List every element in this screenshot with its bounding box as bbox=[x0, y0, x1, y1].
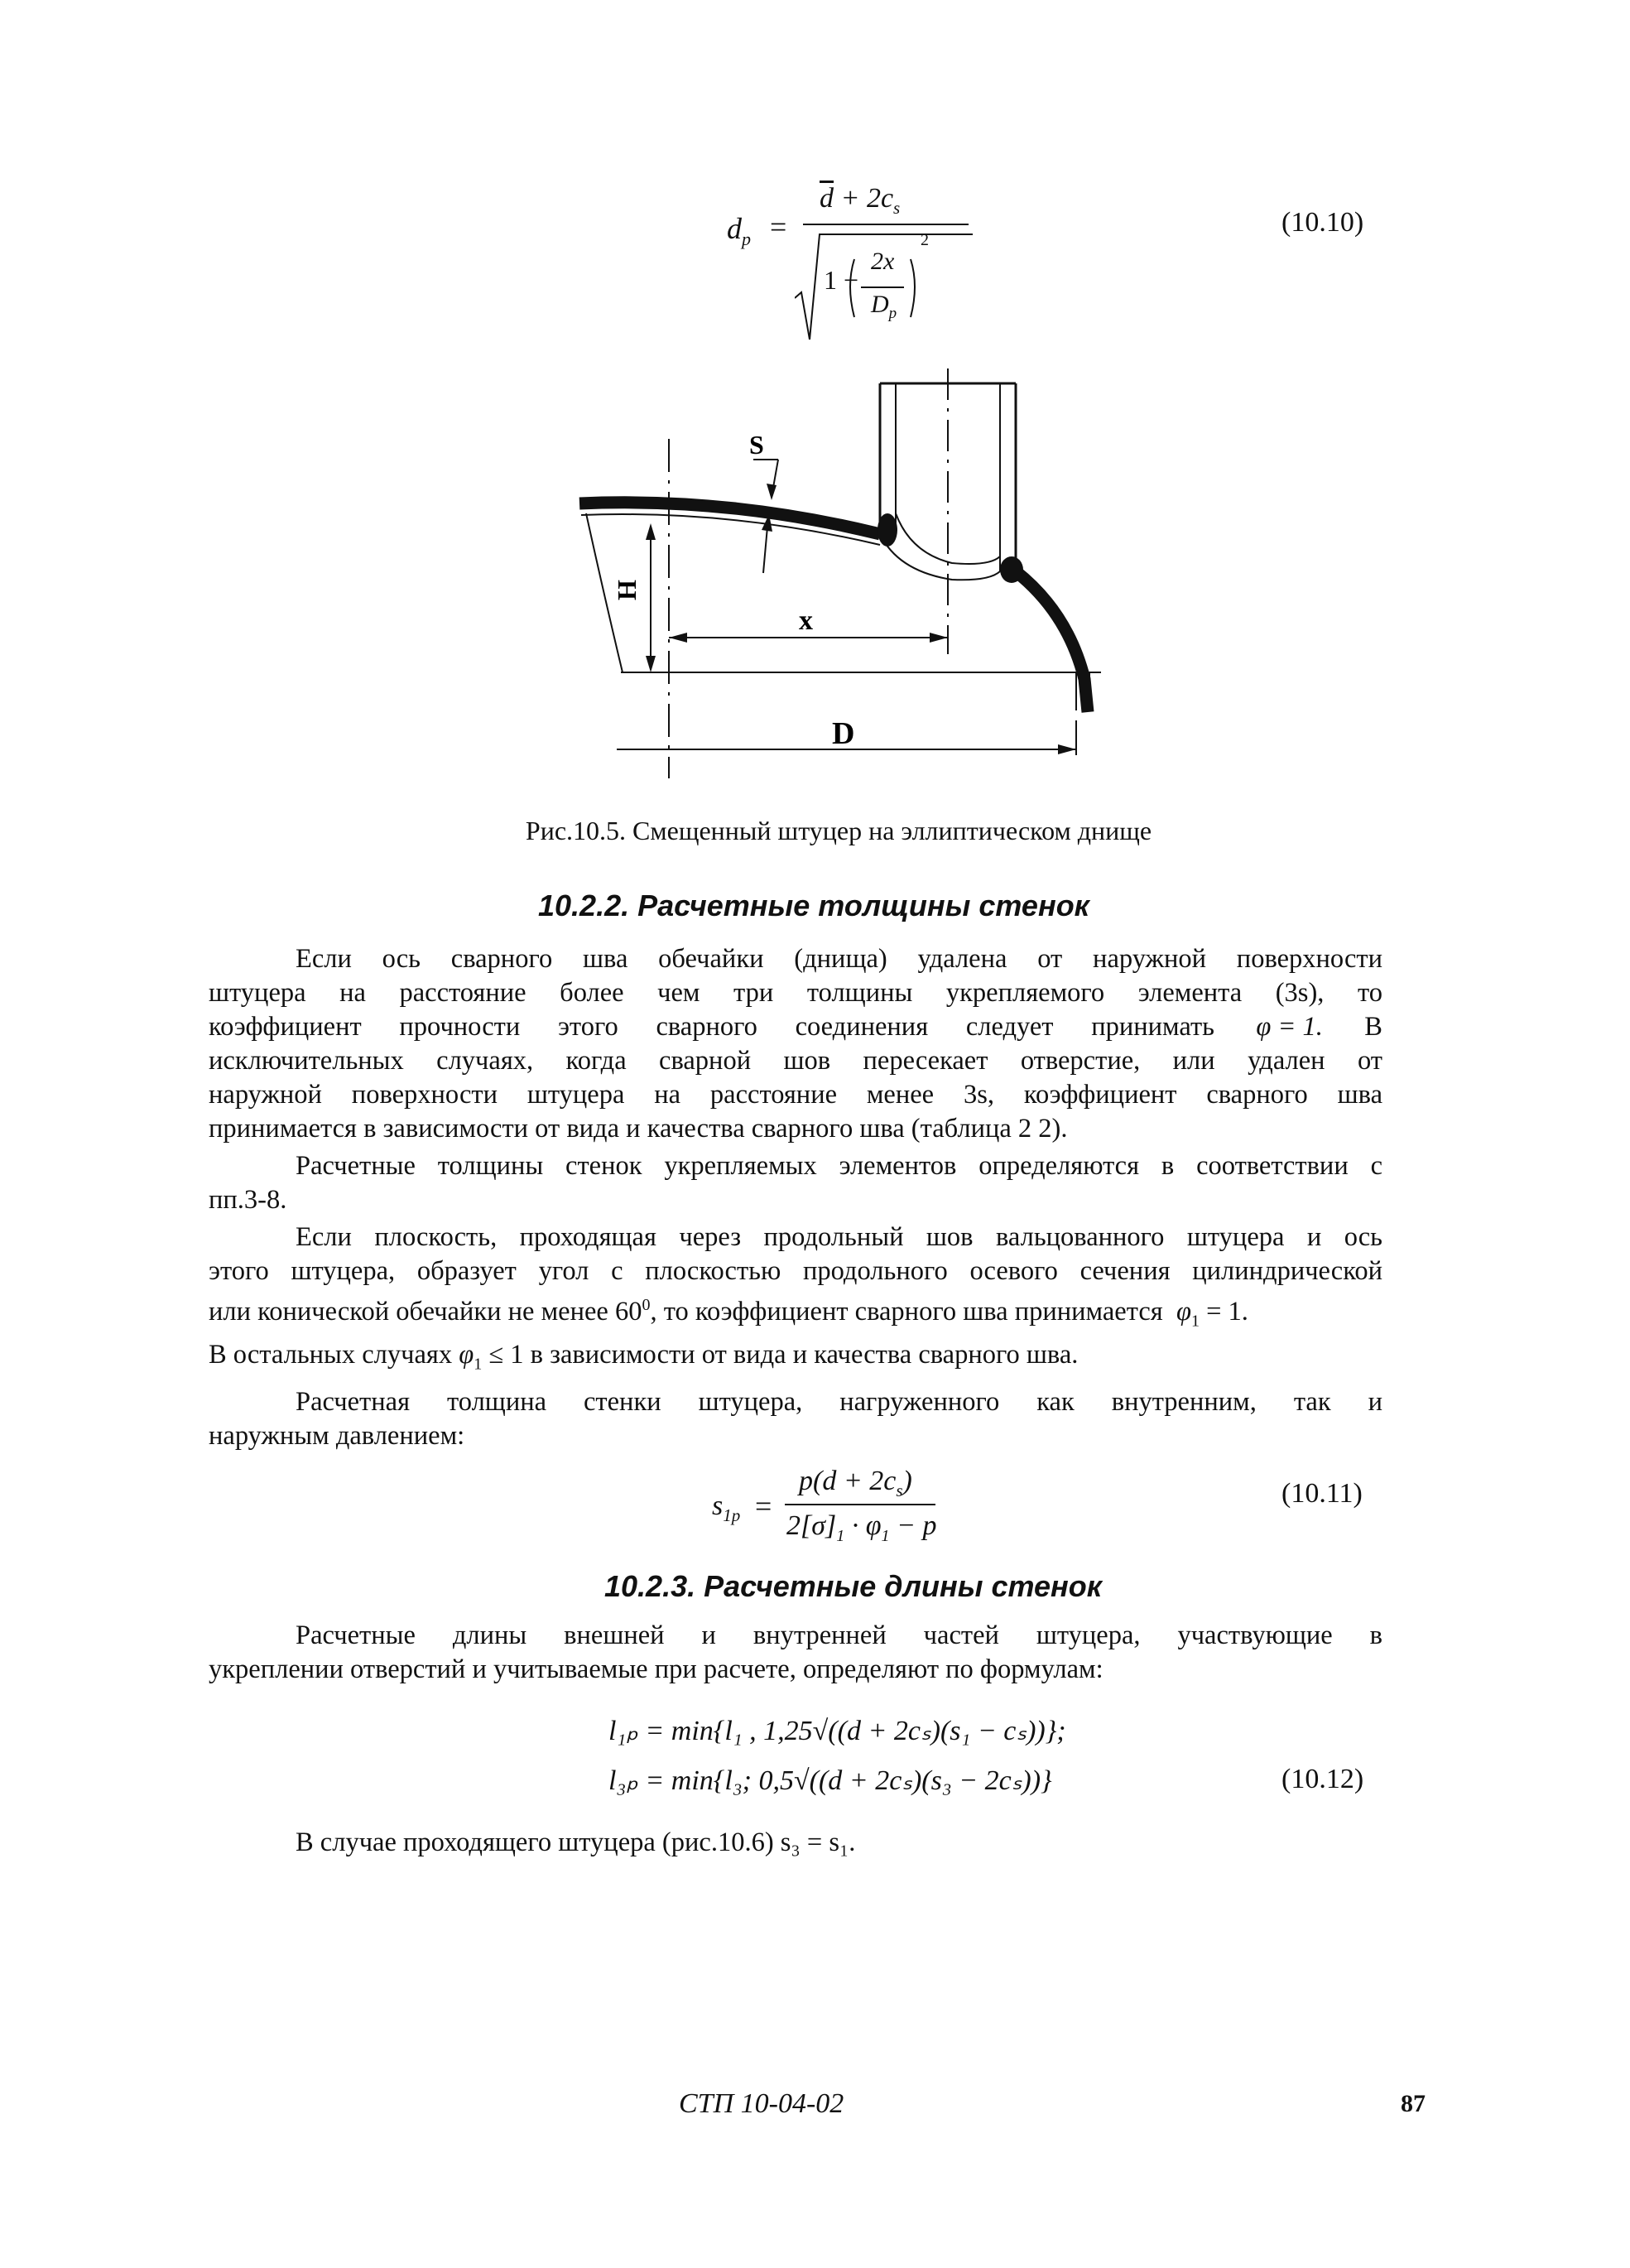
paragraph-line: Расчетная толщина стенки штуцера, нагруженного как внутренним, так и bbox=[296, 1386, 1382, 1417]
paragraph-line: наружной поверхности штуцера на расстояние менее 3s, коэффициент сварного шва bbox=[209, 1080, 1382, 1110]
fraction-bar bbox=[803, 224, 969, 225]
formula-10-12-line2: l₃ₚ = min{l₃; 0,5√((d + 2cₛ)(s₃ − 2cₛ))} bbox=[608, 1765, 1052, 1796]
exponent: 2 bbox=[921, 231, 929, 249]
label-h: H bbox=[612, 580, 642, 600]
footer-document-code: СТП 10-04-02 bbox=[679, 2088, 844, 2119]
paragraph-line: коэффициент прочности этого сварного соединения следует принимать φ = 1. В bbox=[209, 1012, 1382, 1042]
paragraph-line: пп.3-8. bbox=[209, 1185, 287, 1215]
paragraph-line: принимается в зависимости от вида и качества сварного шва (таблица 2 2). bbox=[209, 1114, 1068, 1144]
paragraph-line: укреплении отверстий и учитываемые при расчете, определяют по формулам: bbox=[209, 1654, 1103, 1684]
head-shell-left bbox=[579, 503, 880, 534]
paragraph-line: штуцера на расстояние более чем три толщины укрепляемого элемента (3s), то bbox=[209, 978, 1382, 1008]
section-heading-10-2-3: 10.2.3. Расчетные длины стенок bbox=[604, 1569, 1102, 1603]
den-dp: $D_p$ bbox=[871, 291, 897, 322]
weld-left bbox=[878, 513, 897, 547]
formula-10-11: $s_{1p}$ = $p(d + 2c_s)$ $2[\sigma]_1 \cdot \varphi_1 - p$ bbox=[712, 1466, 937, 1545]
sqrt-sign bbox=[795, 228, 977, 344]
formula-10-12-line1: l₁ₚ = min{l₁ , 1,25√((d + 2cₛ)(s₁ − cₛ))}; bbox=[608, 1716, 1066, 1746]
paragraph-line: Если плоскость, проходящая через продольный шов вальцованного штуцера и ось bbox=[296, 1222, 1382, 1252]
equation-number-10-12: (10.12) bbox=[1281, 1764, 1364, 1794]
section-10-2-3-body bbox=[209, 1619, 1382, 1687]
paragraph-line: или конической обечайки не менее $60^0$, то коэффициент сварного шва принимается $\varphi_1 = 1$. bbox=[209, 1296, 1248, 1331]
label-x: x bbox=[799, 605, 813, 636]
formula-numerator: $p(d + 2c_s)$ bbox=[799, 1466, 912, 1500]
figure-offset-nozzle bbox=[563, 364, 1126, 795]
note-passing-nozzle: В случае проходящего штуцера (рис.10.6) s₃ = s₁. bbox=[296, 1827, 856, 1857]
formula-numerator: $\overline{d} + 2c_s$ bbox=[820, 183, 901, 218]
paragraph-line: наружным давлением: bbox=[209, 1420, 465, 1451]
weld-right bbox=[1000, 556, 1023, 583]
formula-denominator: $2[\sigma]_1 \cdot \varphi_1 - p$ bbox=[786, 1510, 937, 1545]
equation-number-10-11: (10.11) bbox=[1281, 1478, 1363, 1509]
label-s: S bbox=[749, 430, 764, 460]
equation-number-10-10: (10.10) bbox=[1281, 207, 1364, 238]
paragraph-line: Расчетные толщины стенок укрепляемых элементов определяются в соответствии с bbox=[296, 1151, 1382, 1181]
label-d: D bbox=[832, 716, 855, 751]
paragraph-line: этого штуцера, образует угол с плоскостью продольного осевого сечения цилиндрической bbox=[209, 1256, 1382, 1286]
den-one: 1 − bbox=[824, 265, 859, 295]
paragraph-line: В остальных случаях $\varphi_1 \le 1$ в зависимости от вида и качества сварного шва. bbox=[209, 1340, 1079, 1374]
paragraph-line: Если ось сварного шва обечайки (днища) удалена от наружной поверхности bbox=[296, 944, 1382, 974]
section-10-2-2-body bbox=[209, 942, 1382, 1453]
den-2x: 2x bbox=[871, 248, 895, 275]
figure-caption: Рис.10.5. Смещенный штуцер на эллиптическом днище bbox=[525, 816, 1152, 845]
paragraph-line: Расчетные длины внешней и внутренней частей штуцера, участвующие в bbox=[296, 1620, 1382, 1650]
paragraph-line: исключительных случаях, когда сварной шов пересекает отверстие, или удален от bbox=[209, 1046, 1382, 1076]
formula-lhs: $s_{1p}$ bbox=[712, 1490, 741, 1525]
fraction-bar bbox=[785, 1504, 935, 1505]
page-number: 87 bbox=[1401, 2090, 1426, 2117]
section-heading-10-2-2: 10.2.2. Расчетные толщины стенок bbox=[538, 888, 1089, 922]
formula-10-10: $d_p$ = $\overline{d} + 2c_s$ 1 − 2x $D_p$ 2 bbox=[712, 178, 977, 344]
formula-lhs: $d_p$ bbox=[727, 212, 751, 250]
